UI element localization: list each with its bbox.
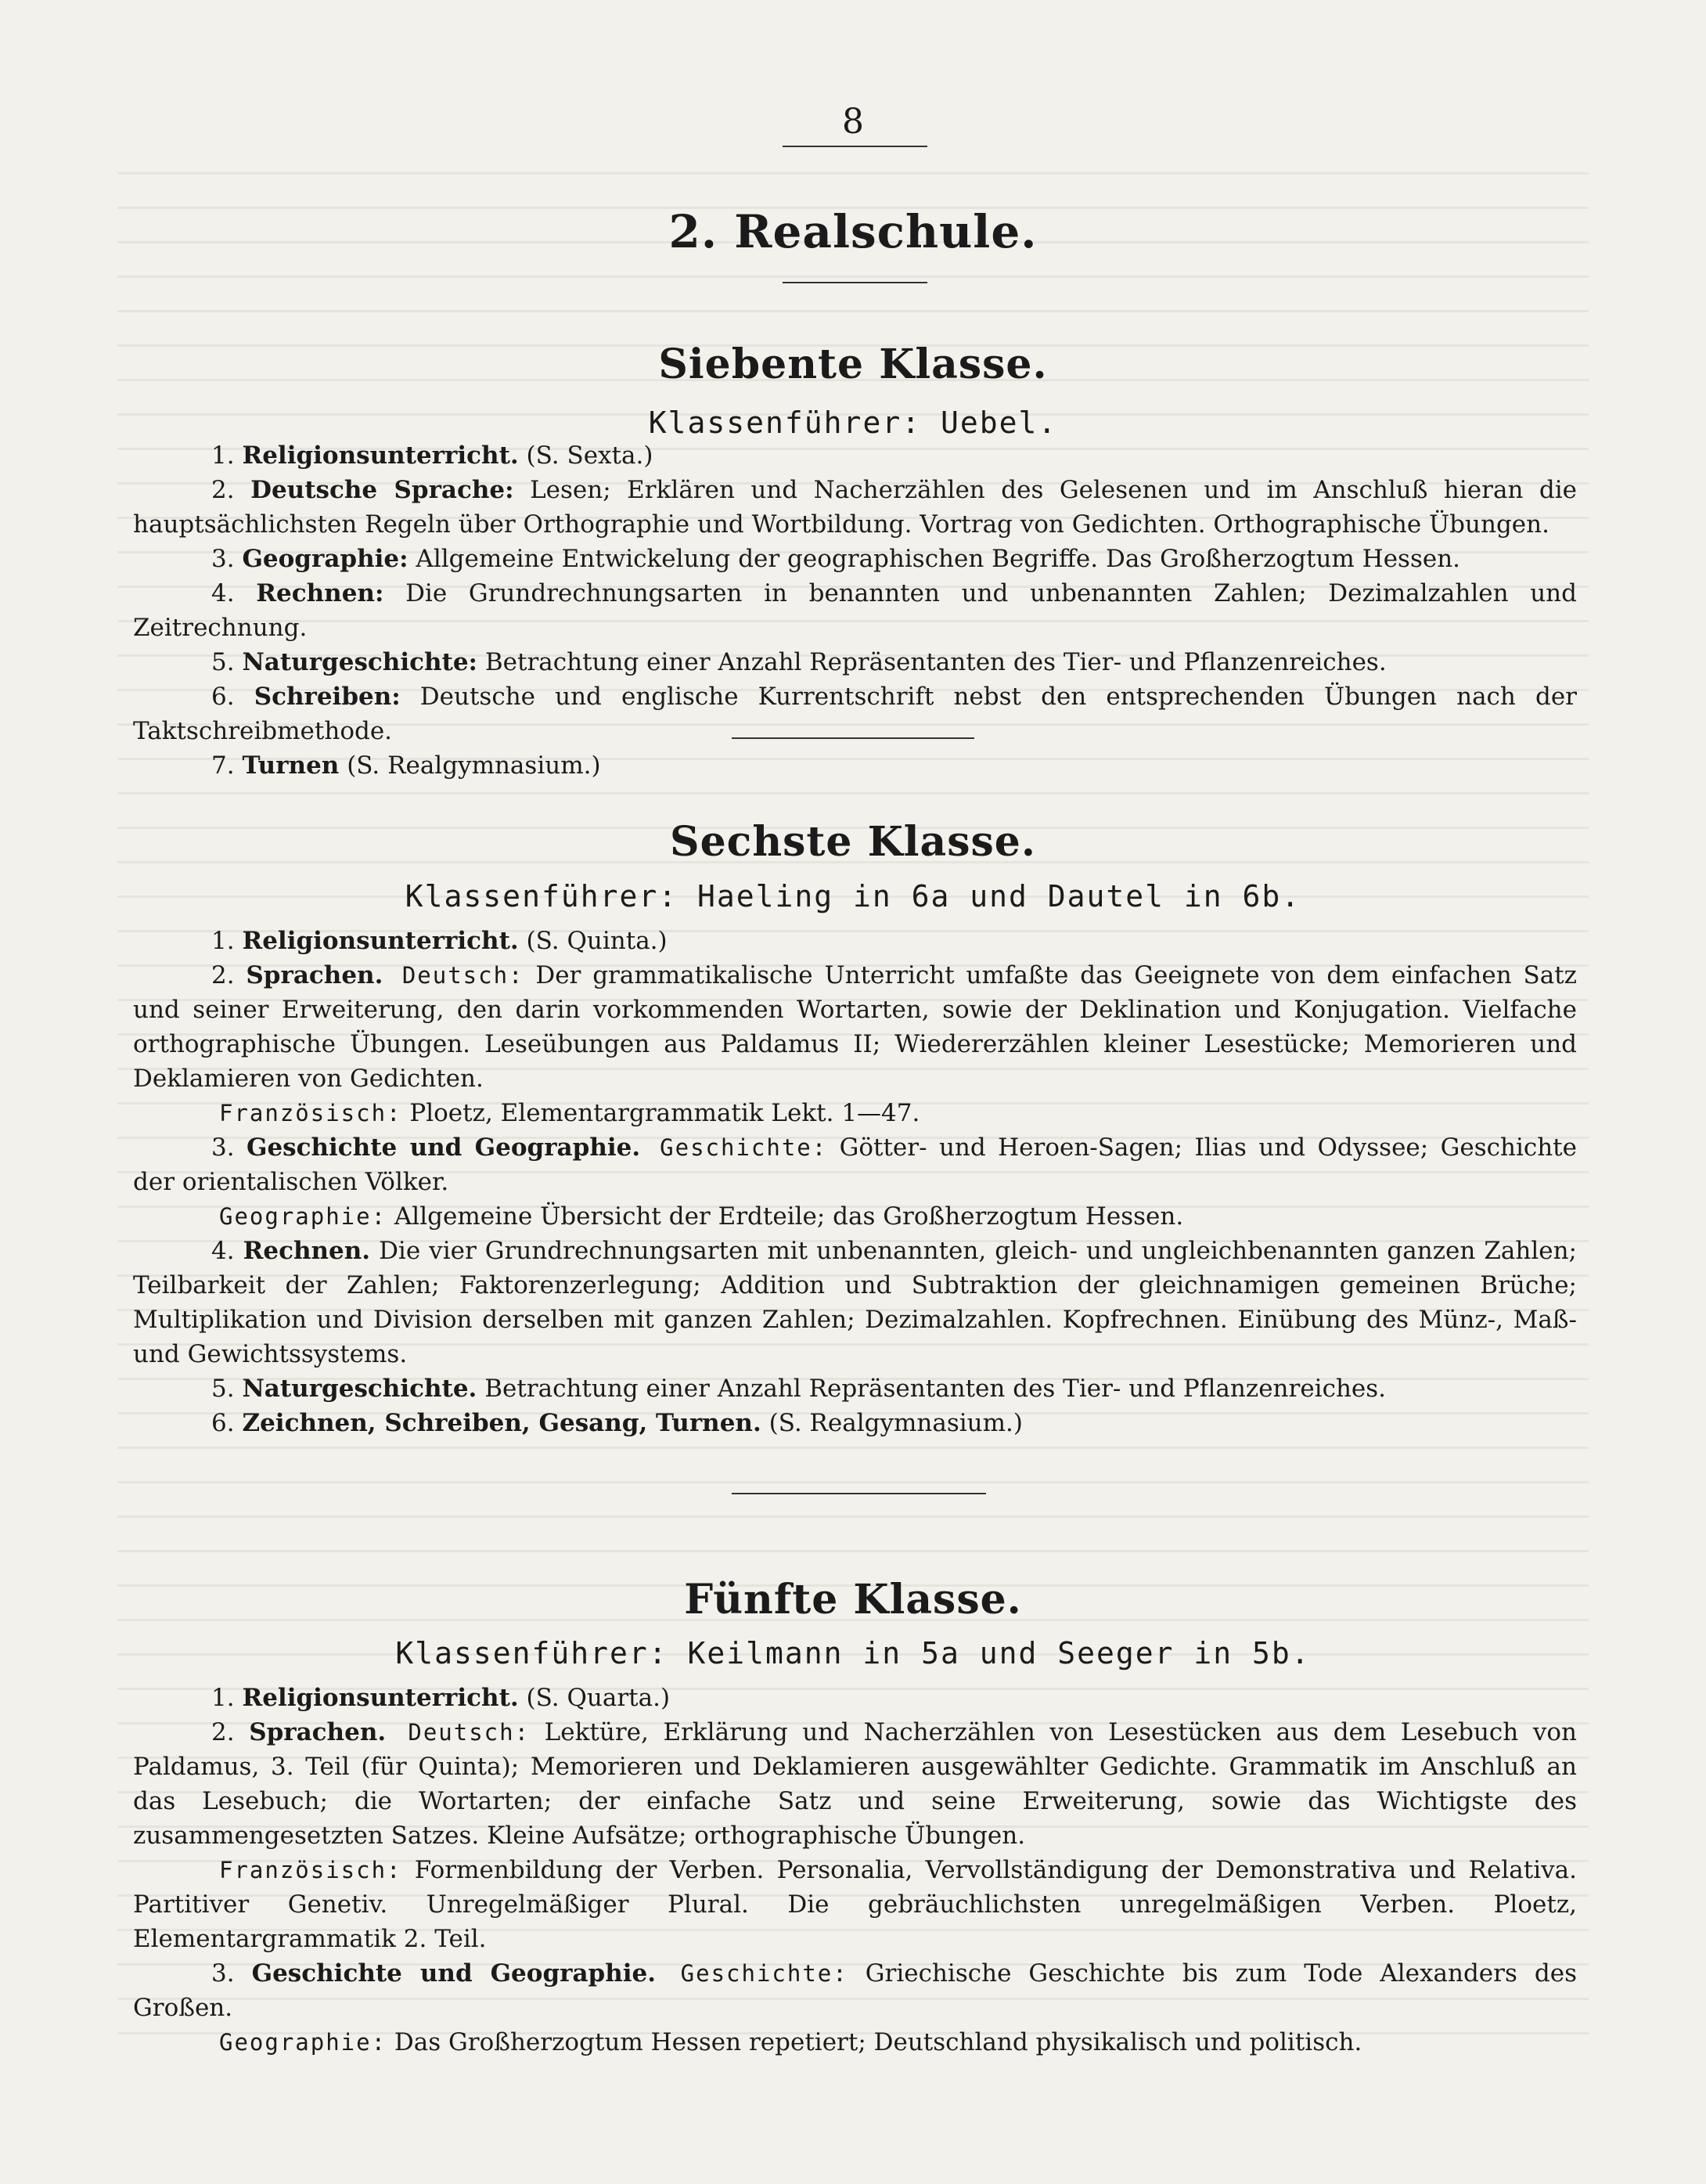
item: 3. Geschichte und Geographie. Geschichte: Götter- und Heroen-Sagen; Ilias und Odyssee; Geschichte der orientalischen Völker. — [133, 1133, 1577, 1196]
class-leader-6: Klassenführer: Haeling in 6a und Dautel in 6b. — [405, 879, 1301, 914]
class-5-body — [133, 1681, 1577, 2060]
page-number: 8 — [842, 102, 864, 142]
separator-rule — [732, 1493, 986, 1494]
class-heading-5: Fünfte Klasse. — [684, 1576, 1022, 1624]
class-7-body — [133, 438, 1577, 783]
item: 2. Sprachen. Deutsch: Der grammatikalische Unterricht umfaßte das Geeignete von dem einfachen Satz und seiner Erweiterung, den darin vorkommenden Wortarten, sowie der Deklination und Konjugation. Vielfache orthographische Übungen. Leseübungen aus Paldamus II; Wiedererzählen kleiner Lesestücke; Memorieren und Deklamieren von Gedichten. — [133, 961, 1578, 1093]
item: 2. Deutsche Sprache: Lesen; Erklären und Nacherzählen des Gelesenen und im Anschluß hieran die hauptsächlichsten Regeln über Orthographie und Wortbildung. Vortrag von Gedichten. Orthographische Übungen. — [133, 476, 1577, 539]
item: 5. Naturgeschichte: Betrachtung einer Anzahl Repräsentanten des Tier- und Pflanzenreiches. — [211, 648, 1387, 676]
class-leader-5: Klassenführer: Keilmann in 5a und Seeger in 5b. — [395, 1636, 1311, 1670]
class-leader-7: Klassenführer: Uebel. — [648, 405, 1058, 440]
item: 4. Rechnen. Die vier Grundrechnungsarten mit unbenannten, gleich- und ungleichbenannten ganzen Zahlen; Teilbarkeit der Zahlen; Faktorenzerlegung; Addition und Subtraktion der gleichnamigen gemeinen Brüche; Multiplikation und Division derselben mit ganzen Zahlen; Dezimalzahlen. Kopfrechnen. Einübung des Münz-, Maß- und Gewichtssystems. — [133, 1237, 1577, 1368]
item: Französisch: Formenbildung der Verben. Personalia, Vervollständigung der Demonstrativa und Relativa. Partitiver Genetiv. Unregelmäßiger Plural. Die gebräuchlichsten unregelmäßigen Verben. Ploetz, Elementargrammatik 2. Teil. — [133, 1856, 1577, 1953]
separator-rule — [732, 737, 974, 739]
item: Geographie: Das Großherzogtum Hessen repetiert; Deutschland physikalisch und politisch. — [219, 2028, 1362, 2056]
item: 6. Zeichnen, Schreiben, Gesang, Turnen. (S. Realgymnasium.) — [211, 1409, 1023, 1437]
item: 1. Religionsunterricht. (S. Quarta.) — [211, 1684, 671, 1712]
item: 7. Turnen (S. Realgymnasium.) — [211, 751, 601, 780]
item: 4. Rechnen: Die Grundrechnungsarten in benannten und unbenannten Zahlen; Dezimalzahlen und Zeitrechnung. — [133, 579, 1577, 642]
item: 2. Sprachen. Deutsch: Lektüre, Erklärung und Nacherzählen von Lesestücken aus dem Lesebuch von Paldamus, 3. Teil (für Quinta); Memorieren und Deklamieren ausgewählter Gedichte. Grammatik im Anschluß an das Lesebuch; die Wortarten; der einfache Satz und seine Erweiterung, sowie das Wichtigste des zusammengesetzten Satzes. Kleine Aufsätze; orthographische Übungen. — [133, 1718, 1578, 1850]
item: Geographie: Allgemeine Übersicht der Erdteile; das Großherzogtum Hessen. — [219, 1202, 1184, 1231]
item: 3. Geographie: Allgemeine Entwickelung der geographischen Begriffe. Das Großherzogtum Hessen. — [211, 545, 1461, 573]
header-rule — [783, 146, 927, 147]
section-title: 2. Realschule. — [668, 205, 1038, 258]
item: Französisch: Ploetz, Elementargrammatik Lekt. 1—47. — [219, 1099, 920, 1127]
class-heading-7: Siebente Klasse. — [658, 341, 1048, 388]
item: 6. Schreiben: Deutsche und englische Kurrentschrift nebst den entsprechenden Übungen nach der Taktschreibmethode. — [133, 683, 1577, 745]
item: 5. Naturgeschichte. Betrachtung einer Anzahl Repräsentanten des Tier- und Pflanzenreiches. — [211, 1375, 1387, 1403]
class-6-body — [133, 924, 1577, 1440]
class-heading-6: Sechste Klasse. — [670, 818, 1036, 866]
item: 3. Geschichte und Geographie. Geschichte: Griechische Geschichte bis zum Tode Alexanders des Großen. — [133, 1959, 1577, 2022]
title-rule — [783, 282, 927, 283]
item: 1. Religionsunterricht. (S. Sexta.) — [211, 441, 653, 470]
item: 1. Religionsunterricht. (S. Quinta.) — [211, 927, 668, 955]
